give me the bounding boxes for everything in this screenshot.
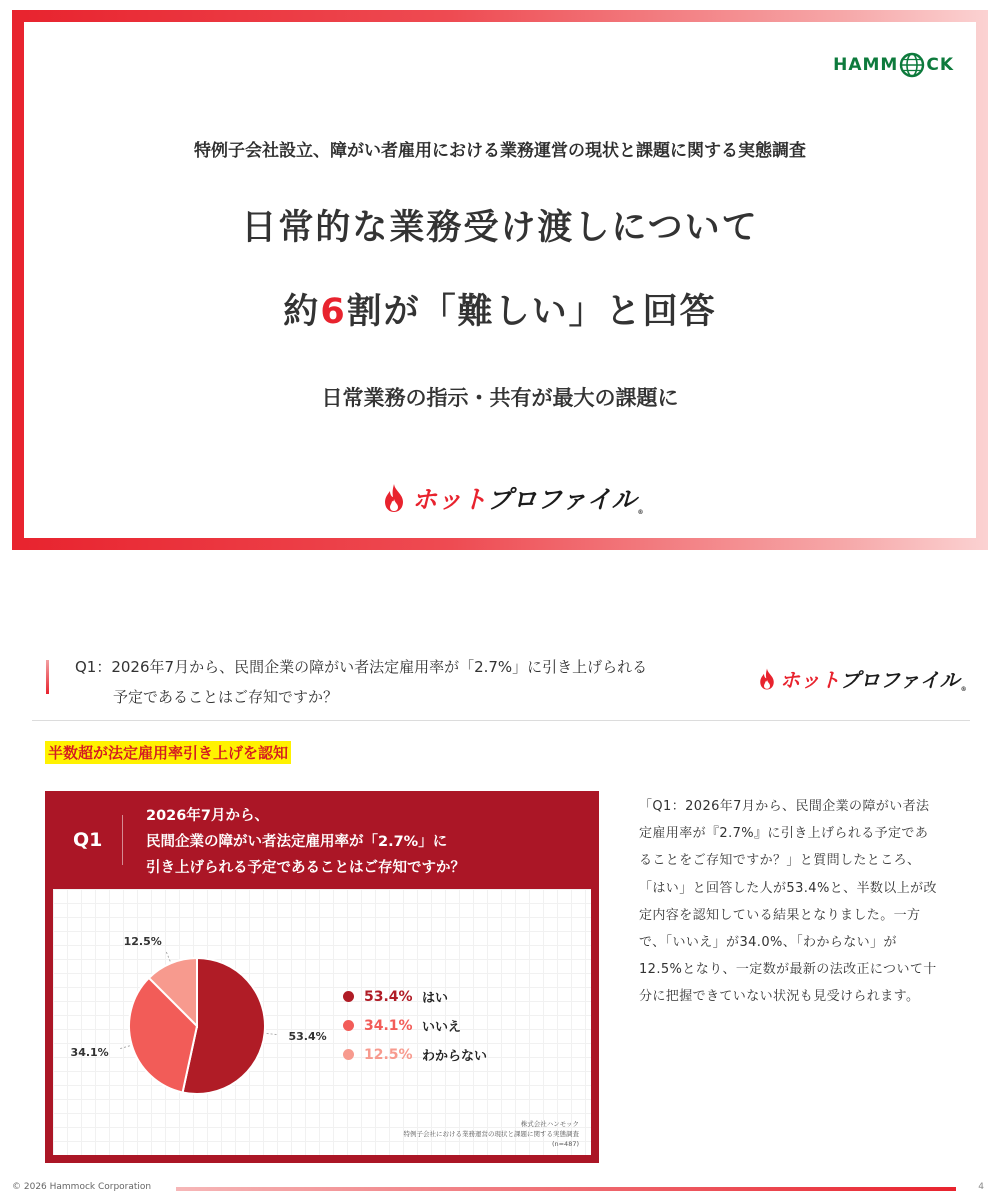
globe-icon xyxy=(899,52,925,78)
source-sample-size: (n=487) xyxy=(551,1140,579,1148)
headline-accent-number: 6 xyxy=(320,292,347,332)
legend-percent: 34.1% xyxy=(364,1017,413,1034)
headline-post: 割が「難しい」と回答 xyxy=(346,292,717,332)
flame-icon xyxy=(758,667,776,691)
pie-leader-line xyxy=(166,950,171,961)
headline-line-1: 日常的な業務受け渡しについて xyxy=(241,208,759,248)
legend-label: わからない xyxy=(422,1049,488,1064)
question-line-2: 予定であることはご存知ですか？ xyxy=(113,688,339,706)
legend-percent: 53.4% xyxy=(364,988,413,1005)
hot-profile-logo xyxy=(382,480,644,516)
question-card-line-1: 2026年7月から、 xyxy=(146,808,269,824)
brand-hot: ホット xyxy=(780,668,840,692)
chart-panel xyxy=(53,889,591,1155)
question-line-1: Q1：2026年7月から、民間企業の障がい者法定雇用率が「2.7%」に引き上げられる xyxy=(75,658,648,676)
cover-panel xyxy=(24,22,976,538)
hammock-logo-left: HAMM xyxy=(833,55,899,75)
source-survey: 特例子会社における業務運営の現状と課題に関する実態調査 xyxy=(403,1130,579,1138)
question-card-header xyxy=(45,791,599,889)
cover-slide xyxy=(12,10,988,550)
pie-value-label: 12.5% xyxy=(123,935,162,949)
legend-dot xyxy=(343,991,354,1002)
pie-value-label: 34.1% xyxy=(70,1045,109,1059)
footer-copyright: © 2026 Hammock Corporation xyxy=(12,1182,152,1192)
source-company: 株式会社ハンモック xyxy=(520,1120,579,1128)
question-card-text xyxy=(146,803,465,881)
question-card-separator xyxy=(122,815,123,865)
legend-percent: 12.5% xyxy=(364,1046,413,1063)
headline-pre: 約 xyxy=(283,292,321,332)
hammock-logo-right: CK xyxy=(926,55,954,75)
footer-line xyxy=(176,1187,956,1191)
pie-chart xyxy=(53,889,591,1155)
hot-profile-logo-small xyxy=(758,664,967,693)
brand-registered: ® xyxy=(637,509,644,516)
question-card xyxy=(45,791,599,1163)
pie-leader-line xyxy=(267,1033,279,1034)
legend-dot xyxy=(343,1020,354,1031)
result-description: 「Q1：2026年7月から、民間企業の障がい者法定雇用率が『2.7%』に引き上げられる予定であることをご存知ですか？」と質問したところ、「はい」と回答した人が53.4%と、半数以上が改定内容を認知している結果となりました。一方で、「いいえ」が34.0%、「わからない」が12.5%となり、一定数が最新の法改正について十分に把握できていない状況も見受けられます。 xyxy=(639,799,937,1005)
flame-icon xyxy=(382,483,406,513)
legend-dot xyxy=(343,1049,354,1060)
headline-tagline: 日常業務の指示・共有が最大の課題に xyxy=(321,386,679,410)
hammock-logo xyxy=(833,50,954,80)
headline-line-2 xyxy=(24,284,976,334)
question-card-line-2: 民間企業の障がい者法定雇用率が「2.7%」に xyxy=(146,834,448,850)
question-card-line-3: 引き上げられる予定であることはご存知ですか？ xyxy=(146,860,465,876)
brand-profile: プロファイル xyxy=(487,485,637,514)
survey-subtitle: 特例子会社設立、障がい者雇用における業務運営の現状と課題に関する実態調査 xyxy=(194,141,806,161)
legend-label: いいえ xyxy=(422,1020,462,1035)
brand-registered: ® xyxy=(960,686,967,693)
legend-item xyxy=(343,987,448,1006)
pie-value-label: 53.4% xyxy=(288,1029,327,1043)
key-finding-highlight: 半数超が法定雇用率引き上げを認知 xyxy=(45,741,291,764)
question-accent-bar xyxy=(46,660,49,694)
chart-source xyxy=(404,1119,580,1149)
legend-item xyxy=(343,1016,461,1035)
page-number: 4 xyxy=(978,1182,984,1192)
legend-item xyxy=(343,1045,487,1064)
legend-label: はい xyxy=(422,991,449,1006)
question-card-label: Q1 xyxy=(73,829,103,851)
question-divider xyxy=(32,720,970,721)
brand-hot: ホット xyxy=(412,485,488,514)
pie-leader-line xyxy=(118,1046,130,1049)
brand-profile: プロファイル xyxy=(840,668,960,692)
